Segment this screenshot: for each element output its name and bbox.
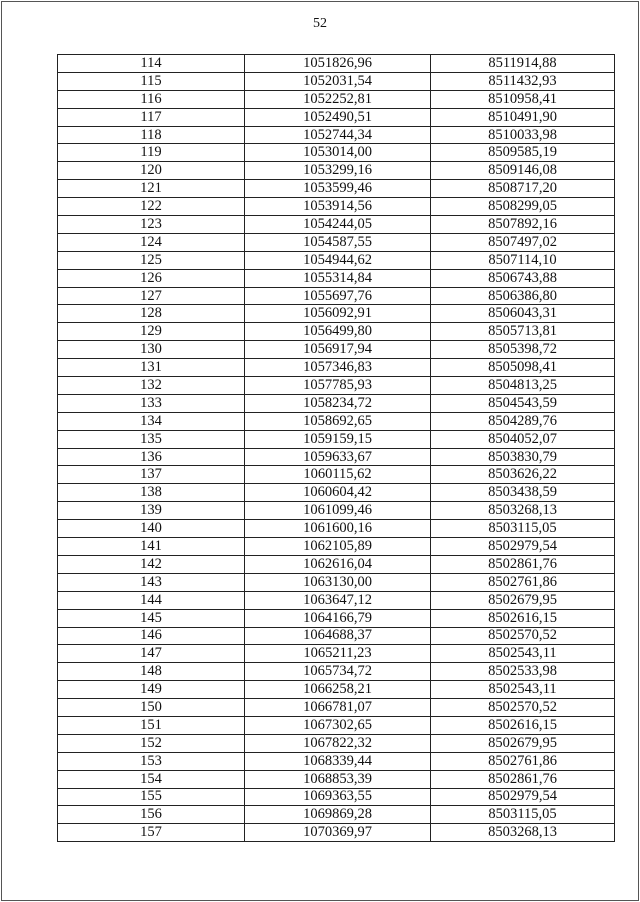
point-number-cell: 118 (58, 126, 245, 144)
table-row (58, 412, 615, 430)
point-number-cell: 149 (58, 681, 245, 699)
table-row (58, 734, 615, 752)
x-coordinate-cell: 1054587,55 (245, 233, 431, 251)
point-number-cell: 127 (58, 287, 245, 305)
y-coordinate-cell: 8502570,52 (431, 699, 615, 717)
point-number-cell: 141 (58, 538, 245, 556)
x-coordinate-cell: 1062616,04 (245, 555, 431, 573)
x-coordinate-cell: 1052031,54 (245, 72, 431, 90)
y-coordinate-cell: 8510958,41 (431, 90, 615, 108)
y-coordinate-cell: 8506386,80 (431, 287, 615, 305)
table-row (58, 323, 615, 341)
y-coordinate-cell: 8502616,15 (431, 716, 615, 734)
point-number-cell: 143 (58, 573, 245, 591)
x-coordinate-cell: 1057346,83 (245, 359, 431, 377)
table-row (58, 788, 615, 806)
table-row (58, 287, 615, 305)
y-coordinate-cell: 8504289,76 (431, 412, 615, 430)
x-coordinate-cell: 1066258,21 (245, 681, 431, 699)
x-coordinate-cell: 1064688,37 (245, 627, 431, 645)
y-coordinate-cell: 8504813,25 (431, 377, 615, 395)
y-coordinate-cell: 8507892,16 (431, 216, 615, 234)
x-coordinate-cell: 1052252,81 (245, 90, 431, 108)
point-number-cell: 142 (58, 555, 245, 573)
x-coordinate-cell: 1069363,55 (245, 788, 431, 806)
point-number-cell: 157 (58, 824, 245, 842)
x-coordinate-cell: 1063130,00 (245, 573, 431, 591)
point-number-cell: 154 (58, 770, 245, 788)
point-number-cell: 126 (58, 269, 245, 287)
table-row (58, 699, 615, 717)
y-coordinate-cell: 8506743,88 (431, 269, 615, 287)
point-number-cell: 156 (58, 806, 245, 824)
y-coordinate-cell: 8504543,59 (431, 394, 615, 412)
y-coordinate-cell: 8503268,13 (431, 502, 615, 520)
x-coordinate-cell: 1052744,34 (245, 126, 431, 144)
table-row (58, 216, 615, 234)
table-row (58, 359, 615, 377)
coordinates-table-body (58, 55, 615, 842)
point-number-cell: 134 (58, 412, 245, 430)
point-number-cell: 144 (58, 591, 245, 609)
point-number-cell: 125 (58, 251, 245, 269)
table-row (58, 55, 615, 73)
x-coordinate-cell: 1068339,44 (245, 752, 431, 770)
y-coordinate-cell: 8502761,86 (431, 573, 615, 591)
x-coordinate-cell: 1055697,76 (245, 287, 431, 305)
point-number-cell: 152 (58, 734, 245, 752)
point-number-cell: 114 (58, 55, 245, 73)
point-number-cell: 139 (58, 502, 245, 520)
y-coordinate-cell: 8504052,07 (431, 430, 615, 448)
x-coordinate-cell: 1067822,32 (245, 734, 431, 752)
coordinates-table (57, 54, 615, 842)
x-coordinate-cell: 1053014,00 (245, 144, 431, 162)
table-row (58, 573, 615, 591)
table-row (58, 484, 615, 502)
point-number-cell: 153 (58, 752, 245, 770)
x-coordinate-cell: 1062105,89 (245, 538, 431, 556)
point-number-cell: 136 (58, 448, 245, 466)
table-row (58, 663, 615, 681)
table-row (58, 770, 615, 788)
x-coordinate-cell: 1059633,67 (245, 448, 431, 466)
table-row (58, 90, 615, 108)
y-coordinate-cell: 8503115,05 (431, 806, 615, 824)
x-coordinate-cell: 1070369,97 (245, 824, 431, 842)
x-coordinate-cell: 1068853,39 (245, 770, 431, 788)
point-number-cell: 119 (58, 144, 245, 162)
y-coordinate-cell: 8510491,90 (431, 108, 615, 126)
x-coordinate-cell: 1055314,84 (245, 269, 431, 287)
x-coordinate-cell: 1053599,46 (245, 180, 431, 198)
x-coordinate-cell: 1058234,72 (245, 394, 431, 412)
point-number-cell: 130 (58, 341, 245, 359)
y-coordinate-cell: 8508717,20 (431, 180, 615, 198)
table-row (58, 269, 615, 287)
x-coordinate-cell: 1056499,80 (245, 323, 431, 341)
table-row (58, 251, 615, 269)
y-coordinate-cell: 8503268,13 (431, 824, 615, 842)
y-coordinate-cell: 8506043,31 (431, 305, 615, 323)
x-coordinate-cell: 1064166,79 (245, 609, 431, 627)
point-number-cell: 121 (58, 180, 245, 198)
table-row (58, 180, 615, 198)
y-coordinate-cell: 8509585,19 (431, 144, 615, 162)
y-coordinate-cell: 8502979,54 (431, 788, 615, 806)
table-row (58, 645, 615, 663)
table-row (58, 108, 615, 126)
x-coordinate-cell: 1059159,15 (245, 430, 431, 448)
x-coordinate-cell: 1053299,16 (245, 162, 431, 180)
y-coordinate-cell: 8502761,86 (431, 752, 615, 770)
x-coordinate-cell: 1060115,62 (245, 466, 431, 484)
table-row (58, 681, 615, 699)
x-coordinate-cell: 1056917,94 (245, 341, 431, 359)
table-row (58, 520, 615, 538)
point-number-cell: 147 (58, 645, 245, 663)
y-coordinate-cell: 8507497,02 (431, 233, 615, 251)
x-coordinate-cell: 1056092,91 (245, 305, 431, 323)
y-coordinate-cell: 8502616,15 (431, 609, 615, 627)
table-row (58, 394, 615, 412)
x-coordinate-cell: 1057785,93 (245, 377, 431, 395)
point-number-cell: 116 (58, 90, 245, 108)
point-number-cell: 117 (58, 108, 245, 126)
y-coordinate-cell: 8502861,76 (431, 555, 615, 573)
y-coordinate-cell: 8502979,54 (431, 538, 615, 556)
table-row (58, 305, 615, 323)
page-number: 52 (313, 16, 327, 31)
point-number-cell: 123 (58, 216, 245, 234)
point-number-cell: 115 (58, 72, 245, 90)
point-number-cell: 148 (58, 663, 245, 681)
x-coordinate-cell: 1054244,05 (245, 216, 431, 234)
y-coordinate-cell: 8503438,59 (431, 484, 615, 502)
table-row (58, 555, 615, 573)
y-coordinate-cell: 8503830,79 (431, 448, 615, 466)
table-row (58, 806, 615, 824)
point-number-cell: 137 (58, 466, 245, 484)
y-coordinate-cell: 8503115,05 (431, 520, 615, 538)
y-coordinate-cell: 8503626,22 (431, 466, 615, 484)
x-coordinate-cell: 1065734,72 (245, 663, 431, 681)
table-row (58, 72, 615, 90)
point-number-cell: 155 (58, 788, 245, 806)
point-number-cell: 133 (58, 394, 245, 412)
point-number-cell: 138 (58, 484, 245, 502)
x-coordinate-cell: 1063647,12 (245, 591, 431, 609)
y-coordinate-cell: 8505713,81 (431, 323, 615, 341)
x-coordinate-cell: 1069869,28 (245, 806, 431, 824)
table-row (58, 716, 615, 734)
y-coordinate-cell: 8511914,88 (431, 55, 615, 73)
table-row (58, 752, 615, 770)
y-coordinate-cell: 8502679,95 (431, 734, 615, 752)
y-coordinate-cell: 8510033,98 (431, 126, 615, 144)
table-row (58, 466, 615, 484)
y-coordinate-cell: 8502570,52 (431, 627, 615, 645)
y-coordinate-cell: 8507114,10 (431, 251, 615, 269)
point-number-cell: 145 (58, 609, 245, 627)
point-number-cell: 122 (58, 198, 245, 216)
y-coordinate-cell: 8502679,95 (431, 591, 615, 609)
x-coordinate-cell: 1060604,42 (245, 484, 431, 502)
y-coordinate-cell: 8502543,11 (431, 645, 615, 663)
point-number-cell: 151 (58, 716, 245, 734)
x-coordinate-cell: 1053914,56 (245, 198, 431, 216)
table-row (58, 538, 615, 556)
table-row (58, 126, 615, 144)
table-row (58, 824, 615, 842)
table-row (58, 502, 615, 520)
y-coordinate-cell: 8502533,98 (431, 663, 615, 681)
point-number-cell: 120 (58, 162, 245, 180)
y-coordinate-cell: 8511432,93 (431, 72, 615, 90)
table-row (58, 430, 615, 448)
y-coordinate-cell: 8502543,11 (431, 681, 615, 699)
table-row (58, 144, 615, 162)
point-number-cell: 146 (58, 627, 245, 645)
x-coordinate-cell: 1058692,65 (245, 412, 431, 430)
x-coordinate-cell: 1066781,07 (245, 699, 431, 717)
x-coordinate-cell: 1061099,46 (245, 502, 431, 520)
point-number-cell: 124 (58, 233, 245, 251)
point-number-cell: 135 (58, 430, 245, 448)
table-row (58, 627, 615, 645)
table-row (58, 162, 615, 180)
point-number-cell: 131 (58, 359, 245, 377)
x-coordinate-cell: 1051826,96 (245, 55, 431, 73)
x-coordinate-cell: 1061600,16 (245, 520, 431, 538)
y-coordinate-cell: 8505098,41 (431, 359, 615, 377)
table-row (58, 233, 615, 251)
point-number-cell: 140 (58, 520, 245, 538)
table-row (58, 448, 615, 466)
y-coordinate-cell: 8508299,05 (431, 198, 615, 216)
table-row (58, 377, 615, 395)
y-coordinate-cell: 8505398,72 (431, 341, 615, 359)
x-coordinate-cell: 1054944,62 (245, 251, 431, 269)
point-number-cell: 150 (58, 699, 245, 717)
table-row (58, 591, 615, 609)
table-row (58, 609, 615, 627)
x-coordinate-cell: 1067302,65 (245, 716, 431, 734)
point-number-cell: 128 (58, 305, 245, 323)
table-row (58, 198, 615, 216)
x-coordinate-cell: 1052490,51 (245, 108, 431, 126)
table-row (58, 341, 615, 359)
point-number-cell: 129 (58, 323, 245, 341)
y-coordinate-cell: 8509146,08 (431, 162, 615, 180)
x-coordinate-cell: 1065211,23 (245, 645, 431, 663)
y-coordinate-cell: 8502861,76 (431, 770, 615, 788)
point-number-cell: 132 (58, 377, 245, 395)
